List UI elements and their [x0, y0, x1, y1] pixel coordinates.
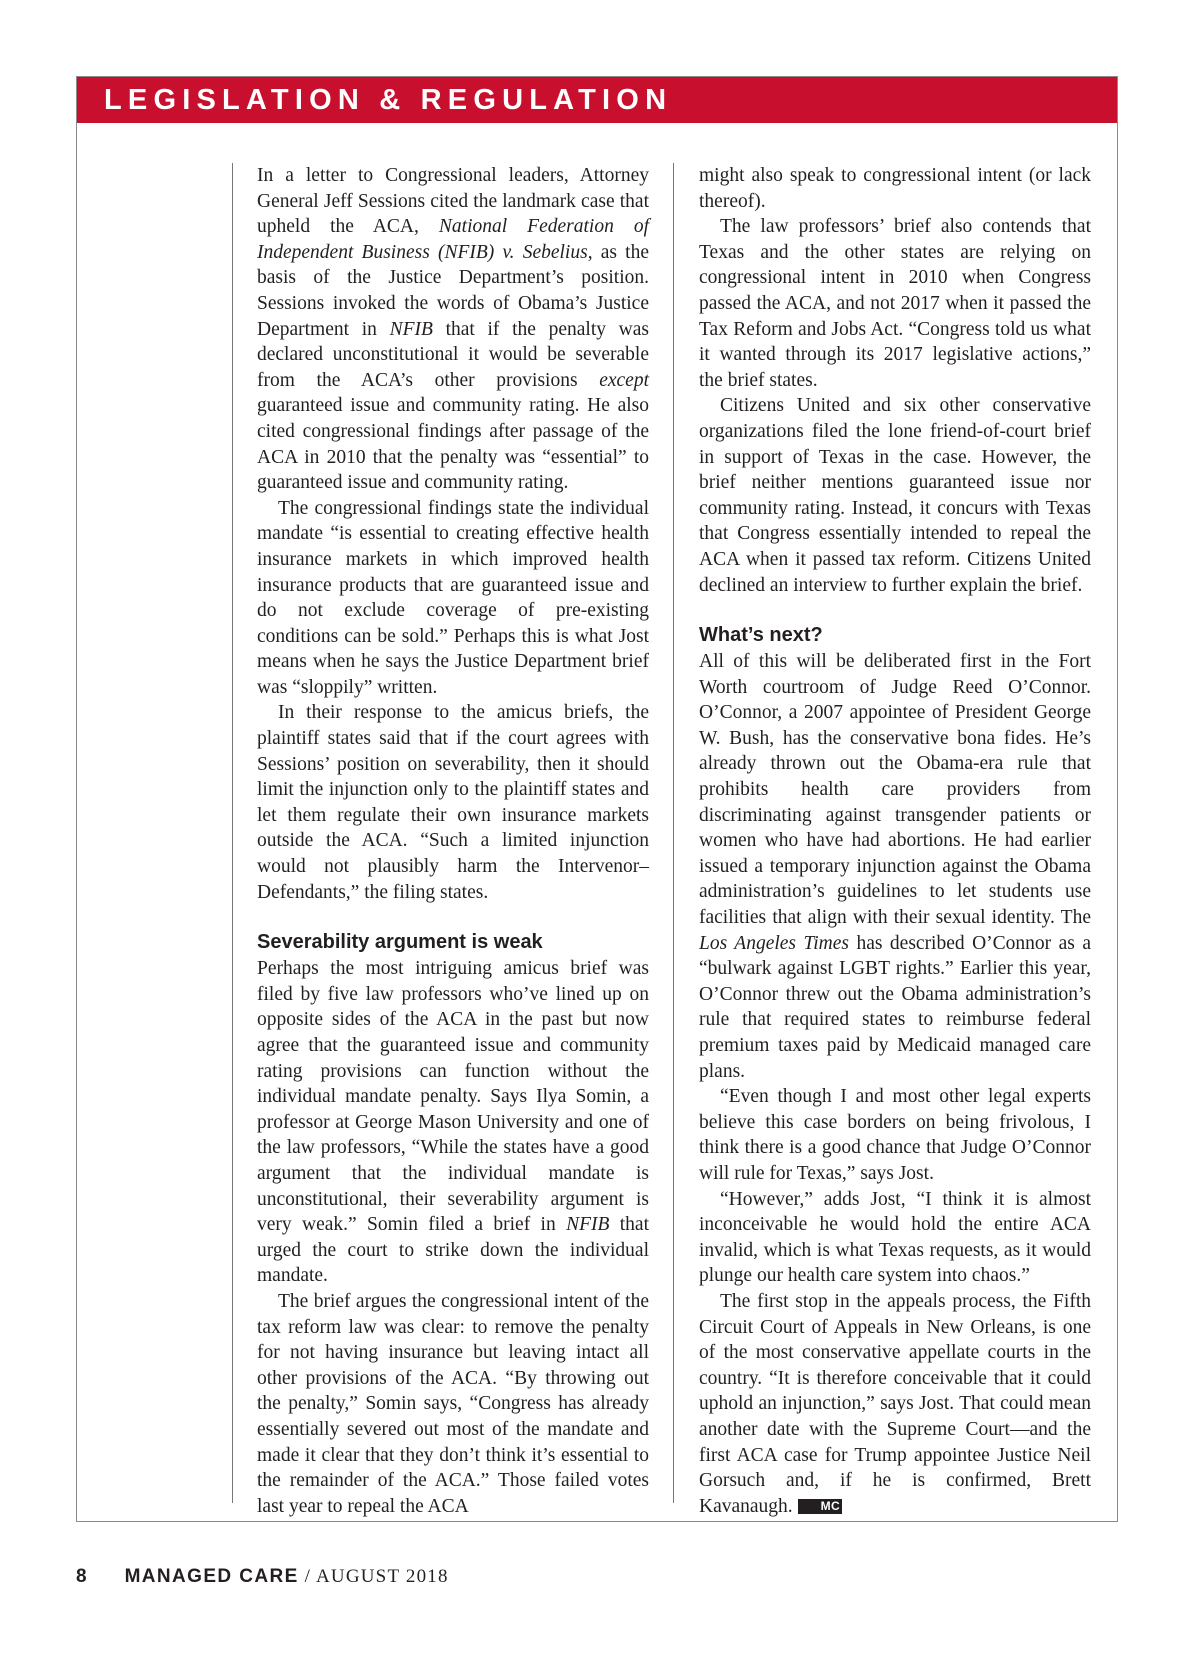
subheading: What’s next? — [699, 624, 823, 647]
text-run: that if the penalty was declared unconstitutional it would be severable from the ACA’s other provisions — [257, 318, 649, 391]
text-run: All of this will be deliberated first in the Fort Worth courtroom of Judge Reed O’Connor. O’Connor, a 2007 appointee of President George W. Bush, has the conservative bona fides. He’s already thrown out the Obama-era rule that prohibits health care providers from discriminating against transgender patients or women who have had abortions. He had earlier issued a temporary injunction against the Obama administration’s guidelines to let students use facilities that align with their sexual identity. The — [699, 651, 1091, 929]
publication-italic: Los Angeles Times — [699, 932, 849, 954]
paragraph — [257, 163, 649, 496]
page-footer — [76, 1566, 449, 1588]
text-run: guaranteed issue and community rating. He also cited congressional findings after passage of the ACA in 2010 that the penalty was “essential” to guaranteed issue and community rating. — [257, 395, 649, 494]
paragraph: “However,” adds Jost, “I think it is almost inconceivable he would hold the entire ACA invalid, which is what Texas requests, as it would plunge our health care system into chaos.” — [699, 1188, 1091, 1287]
issue-date: / AUGUST 2018 — [298, 1566, 449, 1587]
middle-column-rule — [673, 163, 674, 1503]
paragraph: Citizens United and six other conservative organizations filed the lone friend-of-court brief in support of Texas in the case. However, the brief neither mentions guaranteed issue nor community rating. Instead, it concurs with Texas that Congress essentially intended to repeal the ACA when it passed tax reform. Citizens United declined an interview to further explain the brief. — [699, 395, 1091, 596]
case-name-italic: National Federation of Independent Business (NFIB) v. Sebelius — [257, 216, 649, 263]
text-run: has described O’Connor as a “bulwark against LGBT rights.” Earlier this year, O’Connor threw out the Obama administration’s rule that required states to reimburse federal premium taxes paid by Medicaid managed care plans. — [699, 932, 1091, 1082]
section-header: LEGISLATION & REGULATION — [77, 77, 1117, 123]
except-italic: except — [599, 369, 649, 391]
paragraph — [257, 956, 649, 1289]
text-run: In a letter to Congressional leaders, Attorney General Jeff Sessions cited the landmark case that upheld the ACA, — [257, 165, 649, 238]
paragraph: The brief argues the congressional intent of the tax reform law was clear: to remove the penalty for not having insurance but leaving intact all other provisions of the ACA. “By throwing out the penalty,” Somin says, “Congress has already essentially severed out most of the mandate and made it clear that they don’t think it’s essential to the remainder of the ACA.” Those failed votes last year to repeal the ACA — [257, 1290, 649, 1517]
page-frame — [76, 76, 1118, 1522]
nfib-italic: NFIB — [566, 1214, 610, 1236]
paragraph: might also speak to congressional intent (or lack thereof). — [699, 165, 1091, 212]
article-column-1 — [257, 163, 649, 1519]
publication-name: MANAGED CARE — [124, 1566, 299, 1587]
article-column-2 — [699, 163, 1091, 1519]
text-run: , as the basis of the Justice Department’s position. Sessions invoked the words of Obama’s Justice Department in — [257, 241, 649, 340]
paragraph: In their response to the amicus briefs, the plaintiff states said that if the court agrees with Sessions’ position on severability, then it should limit the injunction only to the plaintiff states and let them regulate their own insurance markets outside the ACA. “Such a limited injunction would not plausibly harm the Intervenor–Defendants,” the filing states. — [257, 702, 649, 903]
paragraph — [699, 1289, 1091, 1519]
page-number: 8 — [76, 1566, 87, 1587]
paragraph: The law professors’ brief also contends that Texas and the other states are relying on congressional intent in 2010 when Congress passed the ACA, and not 2017 when it passed the Tax Reform and Jobs Act. “Congress told us what it wanted through its 2017 legislative actions,” the brief states. — [699, 216, 1091, 391]
left-column-rule — [232, 163, 233, 1503]
text-run: The first stop in the appeals process, the Fifth Circuit Court of Appeals in New Orleans, is one of the most conservative appellate courts in the country. “It is therefore conceivable that it could uphold an injunction,” says Jost. That could mean another date with the Supreme Court—and the first ACA case for Trump appointee Justice Neil Gorsuch and, if he is confirmed, Brett Kavanaugh. — [699, 1290, 1091, 1517]
text-run: that urged the court to strike down the individual mandate. — [257, 1214, 649, 1287]
paragraph — [699, 649, 1091, 1084]
nfib-italic: NFIB — [389, 318, 433, 340]
paragraph: The congressional findings state the individual mandate “is essential to creating effective health insurance markets in which improved health insurance products that are guaranteed issue and do not exclude coverage of pre-existing conditions can be sold.” Perhaps this is what Jost means when he says the Justice Department brief was “sloppily” written. — [257, 497, 649, 698]
end-mark-icon: MC — [798, 1499, 843, 1514]
text-run: Perhaps the most intriguing amicus brief was filed by five law professors who’ve lined up on opposite sides of the ACA in the past but now agree that the guaranteed issue and community rating provisions can function without the individual mandate penalty. Says Ilya Somin, a professor at George Mason University and one of the law professors, “While the states have a good argument that the individual mandate is unconstitutional, their severability argument is very weak.” Somin filed a brief in — [257, 958, 649, 1236]
paragraph: “Even though I and most other legal experts believe this case borders on being frivolous, I think there is a good chance that Judge O’Connor will rule for Texas,” says Jost. — [699, 1086, 1091, 1184]
subheading: Severability argument is weak — [257, 931, 543, 954]
